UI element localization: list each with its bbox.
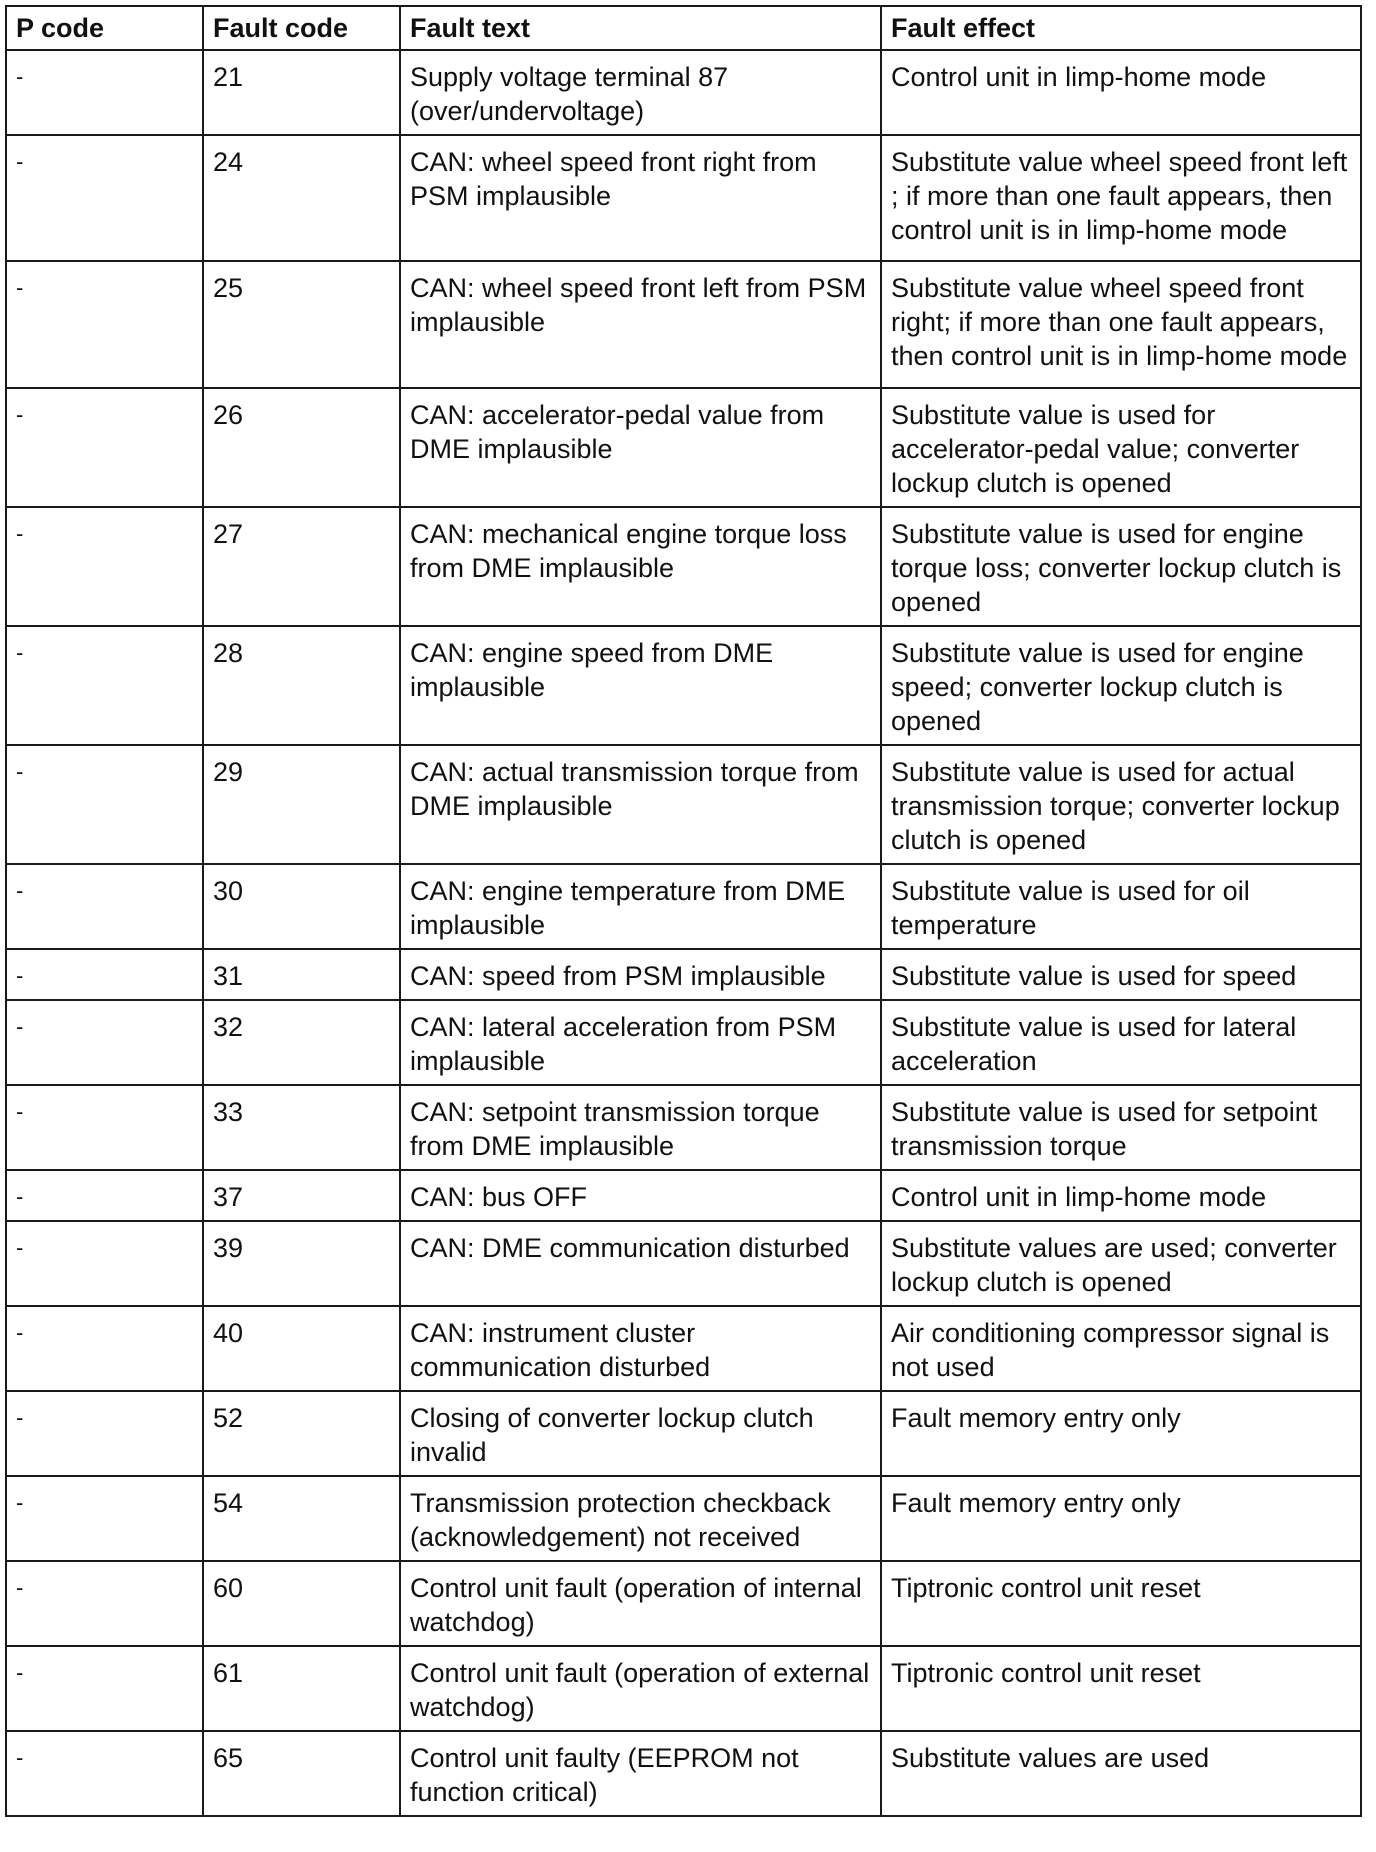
cell-fault-code: 65 bbox=[203, 1731, 400, 1816]
cell-fault-code: 54 bbox=[203, 1476, 400, 1561]
cell-fault-code: 25 bbox=[203, 261, 400, 388]
cell-fault-code: 37 bbox=[203, 1170, 400, 1221]
table-row bbox=[6, 1000, 1361, 1085]
table-row bbox=[6, 1221, 1361, 1306]
table-row bbox=[6, 1170, 1361, 1221]
table-row bbox=[6, 388, 1361, 507]
cell-fault-effect: Fault memory entry only bbox=[881, 1391, 1361, 1476]
cell-fault-text: Control unit faulty (EEPROM not function critical) bbox=[400, 1731, 881, 1816]
cell-p-code: - bbox=[6, 388, 203, 507]
cell-fault-effect: Substitute value is used for accelerator-pedal value; converter lockup clutch is opened bbox=[881, 388, 1361, 507]
cell-fault-text: CAN: instrument cluster communication disturbed bbox=[400, 1306, 881, 1391]
cell-fault-text: CAN: lateral acceleration from PSM implausible bbox=[400, 1000, 881, 1085]
table-row bbox=[6, 1391, 1361, 1476]
cell-fault-code: 28 bbox=[203, 626, 400, 745]
cell-fault-effect: Substitute value is used for setpoint transmission torque bbox=[881, 1085, 1361, 1170]
cell-fault-effect: Substitute value is used for oil temperature bbox=[881, 864, 1361, 949]
cell-p-code: - bbox=[6, 626, 203, 745]
cell-fault-text: CAN: accelerator-pedal value from DME implausible bbox=[400, 388, 881, 507]
cell-p-code: - bbox=[6, 949, 203, 1000]
cell-p-code: - bbox=[6, 1221, 203, 1306]
cell-fault-effect: Substitute value wheel speed front right; if more than one fault appears, then control unit is in limp-home mode bbox=[881, 261, 1361, 388]
cell-fault-effect: Substitute value is used for speed bbox=[881, 949, 1361, 1000]
table-row bbox=[6, 745, 1361, 864]
cell-fault-effect: Substitute value is used for lateral acceleration bbox=[881, 1000, 1361, 1085]
cell-fault-code: 32 bbox=[203, 1000, 400, 1085]
cell-p-code: - bbox=[6, 864, 203, 949]
cell-fault-effect: Tiptronic control unit reset bbox=[881, 1561, 1361, 1646]
cell-fault-text: CAN: bus OFF bbox=[400, 1170, 881, 1221]
header-fault-text: Fault text bbox=[400, 6, 881, 50]
fault-code-table bbox=[5, 5, 1362, 1817]
header-fault-effect: Fault effect bbox=[881, 6, 1361, 50]
cell-p-code: - bbox=[6, 50, 203, 135]
cell-fault-code: 60 bbox=[203, 1561, 400, 1646]
cell-fault-text: CAN: engine temperature from DME implausible bbox=[400, 864, 881, 949]
cell-fault-text: Control unit fault (operation of internal watchdog) bbox=[400, 1561, 881, 1646]
cell-fault-text: CAN: speed from PSM implausible bbox=[400, 949, 881, 1000]
cell-fault-effect: Substitute value is used for engine torque loss; converter lockup clutch is opened bbox=[881, 507, 1361, 626]
cell-fault-effect: Tiptronic control unit reset bbox=[881, 1646, 1361, 1731]
cell-fault-code: 24 bbox=[203, 135, 400, 261]
cell-fault-effect: Control unit in limp-home mode bbox=[881, 50, 1361, 135]
cell-fault-effect: Air conditioning compressor signal is not used bbox=[881, 1306, 1361, 1391]
cell-fault-effect: Substitute values are used bbox=[881, 1731, 1361, 1816]
cell-fault-code: 40 bbox=[203, 1306, 400, 1391]
table-row bbox=[6, 1306, 1361, 1391]
cell-p-code: - bbox=[6, 1391, 203, 1476]
cell-fault-code: 29 bbox=[203, 745, 400, 864]
cell-fault-effect: Substitute value is used for engine speed; converter lockup clutch is opened bbox=[881, 626, 1361, 745]
cell-p-code: - bbox=[6, 1731, 203, 1816]
cell-p-code: - bbox=[6, 1306, 203, 1391]
table-row bbox=[6, 135, 1361, 261]
cell-p-code: - bbox=[6, 1085, 203, 1170]
table-row bbox=[6, 949, 1361, 1000]
header-row bbox=[6, 6, 1361, 50]
cell-fault-code: 26 bbox=[203, 388, 400, 507]
cell-fault-code: 33 bbox=[203, 1085, 400, 1170]
cell-fault-code: 61 bbox=[203, 1646, 400, 1731]
table-row bbox=[6, 50, 1361, 135]
cell-fault-effect: Substitute values are used; converter lockup clutch is opened bbox=[881, 1221, 1361, 1306]
cell-fault-code: 27 bbox=[203, 507, 400, 626]
cell-fault-effect: Substitute value is used for actual transmission torque; converter lockup clutch is opened bbox=[881, 745, 1361, 864]
cell-p-code: - bbox=[6, 261, 203, 388]
cell-p-code: - bbox=[6, 1561, 203, 1646]
cell-fault-text: CAN: wheel speed front left from PSM implausible bbox=[400, 261, 881, 388]
cell-fault-code: 52 bbox=[203, 1391, 400, 1476]
cell-fault-code: 31 bbox=[203, 949, 400, 1000]
cell-p-code: - bbox=[6, 135, 203, 261]
table-row bbox=[6, 1731, 1361, 1816]
cell-fault-text: Closing of converter lockup clutch invalid bbox=[400, 1391, 881, 1476]
cell-p-code: - bbox=[6, 745, 203, 864]
header-fault-code: Fault code bbox=[203, 6, 400, 50]
cell-fault-text: CAN: wheel speed front right from PSM implausible bbox=[400, 135, 881, 261]
cell-fault-code: 30 bbox=[203, 864, 400, 949]
table-row bbox=[6, 864, 1361, 949]
cell-fault-text: CAN: setpoint transmission torque from DME implausible bbox=[400, 1085, 881, 1170]
cell-fault-text: Supply voltage terminal 87 (over/undervoltage) bbox=[400, 50, 881, 135]
table-row bbox=[6, 626, 1361, 745]
cell-p-code: - bbox=[6, 1170, 203, 1221]
cell-fault-effect: Control unit in limp-home mode bbox=[881, 1170, 1361, 1221]
header-p-code: P code bbox=[6, 6, 203, 50]
cell-p-code: - bbox=[6, 1476, 203, 1561]
cell-p-code: - bbox=[6, 507, 203, 626]
cell-fault-text: CAN: DME communication disturbed bbox=[400, 1221, 881, 1306]
table-row bbox=[6, 507, 1361, 626]
cell-fault-code: 21 bbox=[203, 50, 400, 135]
cell-fault-effect: Substitute value wheel speed front left ; if more than one fault appears, then control unit is in limp-home mode bbox=[881, 135, 1361, 261]
cell-fault-text: CAN: mechanical engine torque loss from DME implausible bbox=[400, 507, 881, 626]
cell-fault-text: CAN: engine speed from DME implausible bbox=[400, 626, 881, 745]
table-row bbox=[6, 1476, 1361, 1561]
table-row bbox=[6, 1085, 1361, 1170]
cell-fault-code: 39 bbox=[203, 1221, 400, 1306]
cell-fault-text: CAN: actual transmission torque from DME implausible bbox=[400, 745, 881, 864]
cell-fault-text: Control unit fault (operation of external watchdog) bbox=[400, 1646, 881, 1731]
cell-fault-text: Transmission protection checkback (acknowledgement) not received bbox=[400, 1476, 881, 1561]
table-row bbox=[6, 1561, 1361, 1646]
table-row bbox=[6, 1646, 1361, 1731]
cell-p-code: - bbox=[6, 1000, 203, 1085]
cell-fault-effect: Fault memory entry only bbox=[881, 1476, 1361, 1561]
cell-p-code: - bbox=[6, 1646, 203, 1731]
table-row bbox=[6, 261, 1361, 388]
